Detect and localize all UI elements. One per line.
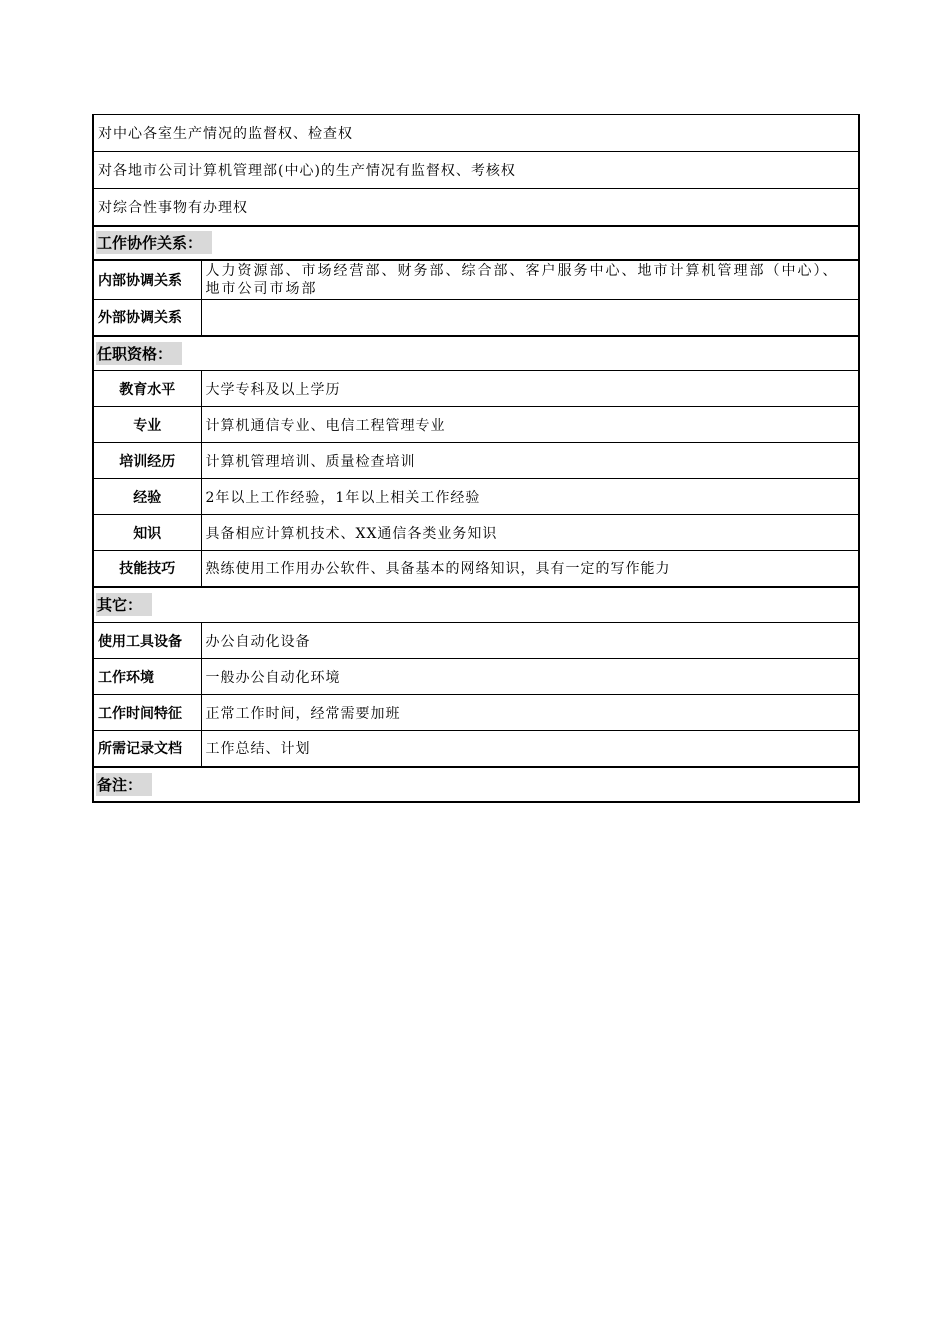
other-row bbox=[93, 731, 859, 767]
internal-coordination-row bbox=[93, 260, 859, 300]
authority-text: 对各地市公司计算机管理部(中心)的生产情况有监督权、考核权 bbox=[93, 152, 859, 189]
knowledge-value: 具备相应计算机技术、XX通信各类业务知识 bbox=[201, 515, 859, 551]
knowledge-label: 知识 bbox=[93, 515, 201, 551]
qualification-row bbox=[93, 515, 859, 551]
education-label: 教育水平 bbox=[93, 371, 201, 407]
qualification-row bbox=[93, 479, 859, 515]
documents-value: 工作总结、计划 bbox=[201, 731, 859, 767]
other-row bbox=[93, 623, 859, 659]
major-value: 计算机通信专业、电信工程管理专业 bbox=[201, 407, 859, 443]
tools-label: 使用工具设备 bbox=[93, 623, 201, 659]
qualification-row bbox=[93, 407, 859, 443]
tools-value: 办公自动化设备 bbox=[201, 623, 859, 659]
authority-text: 对中心各室生产情况的监督权、检查权 bbox=[93, 115, 859, 152]
skills-value: 熟练使用工作用办公软件、具备基本的网络知识，具有一定的写作能力 bbox=[201, 551, 859, 587]
environment-value: 一般办公自动化环境 bbox=[201, 659, 859, 695]
qualification-row bbox=[93, 371, 859, 407]
remarks-section-title: 备注： bbox=[96, 773, 152, 796]
internal-coordination-label: 内部协调关系 bbox=[93, 260, 201, 300]
other-row bbox=[93, 695, 859, 731]
qualifications-section-row bbox=[93, 336, 859, 371]
authority-row bbox=[93, 152, 859, 189]
other-section-row bbox=[93, 587, 859, 623]
authority-row bbox=[93, 189, 859, 226]
qualification-row bbox=[93, 443, 859, 479]
authority-text: 对综合性事物有办理权 bbox=[93, 189, 859, 226]
training-value: 计算机管理培训、质量检查培训 bbox=[201, 443, 859, 479]
qualifications-section-title: 任职资格： bbox=[96, 342, 182, 365]
external-coordination-value bbox=[201, 300, 859, 336]
skills-label: 技能技巧 bbox=[93, 551, 201, 587]
education-value: 大学专科及以上学历 bbox=[201, 371, 859, 407]
external-coordination-label: 外部协调关系 bbox=[93, 300, 201, 336]
documents-label: 所需记录文档 bbox=[93, 731, 201, 767]
cooperation-section-title: 工作协作关系： bbox=[96, 231, 212, 254]
authority-row bbox=[93, 115, 859, 152]
experience-label: 经验 bbox=[93, 479, 201, 515]
cooperation-section-row bbox=[93, 226, 859, 260]
other-section-title: 其它： bbox=[96, 593, 152, 616]
internal-coordination-value: 人力资源部、市场经营部、财务部、综合部、客户服务中心、地市计算机管理部（中心）、地市公司市场部 bbox=[201, 260, 859, 300]
work-hours-value: 正常工作时间，经常需要加班 bbox=[201, 695, 859, 731]
other-row bbox=[93, 659, 859, 695]
work-hours-label: 工作时间特征 bbox=[93, 695, 201, 731]
qualification-row bbox=[93, 551, 859, 587]
experience-value: 2年以上工作经验，1年以上相关工作经验 bbox=[201, 479, 859, 515]
training-label: 培训经历 bbox=[93, 443, 201, 479]
environment-label: 工作环境 bbox=[93, 659, 201, 695]
job-description-table bbox=[92, 114, 860, 803]
external-coordination-row bbox=[93, 300, 859, 336]
remarks-section-row bbox=[93, 767, 859, 802]
major-label: 专业 bbox=[93, 407, 201, 443]
